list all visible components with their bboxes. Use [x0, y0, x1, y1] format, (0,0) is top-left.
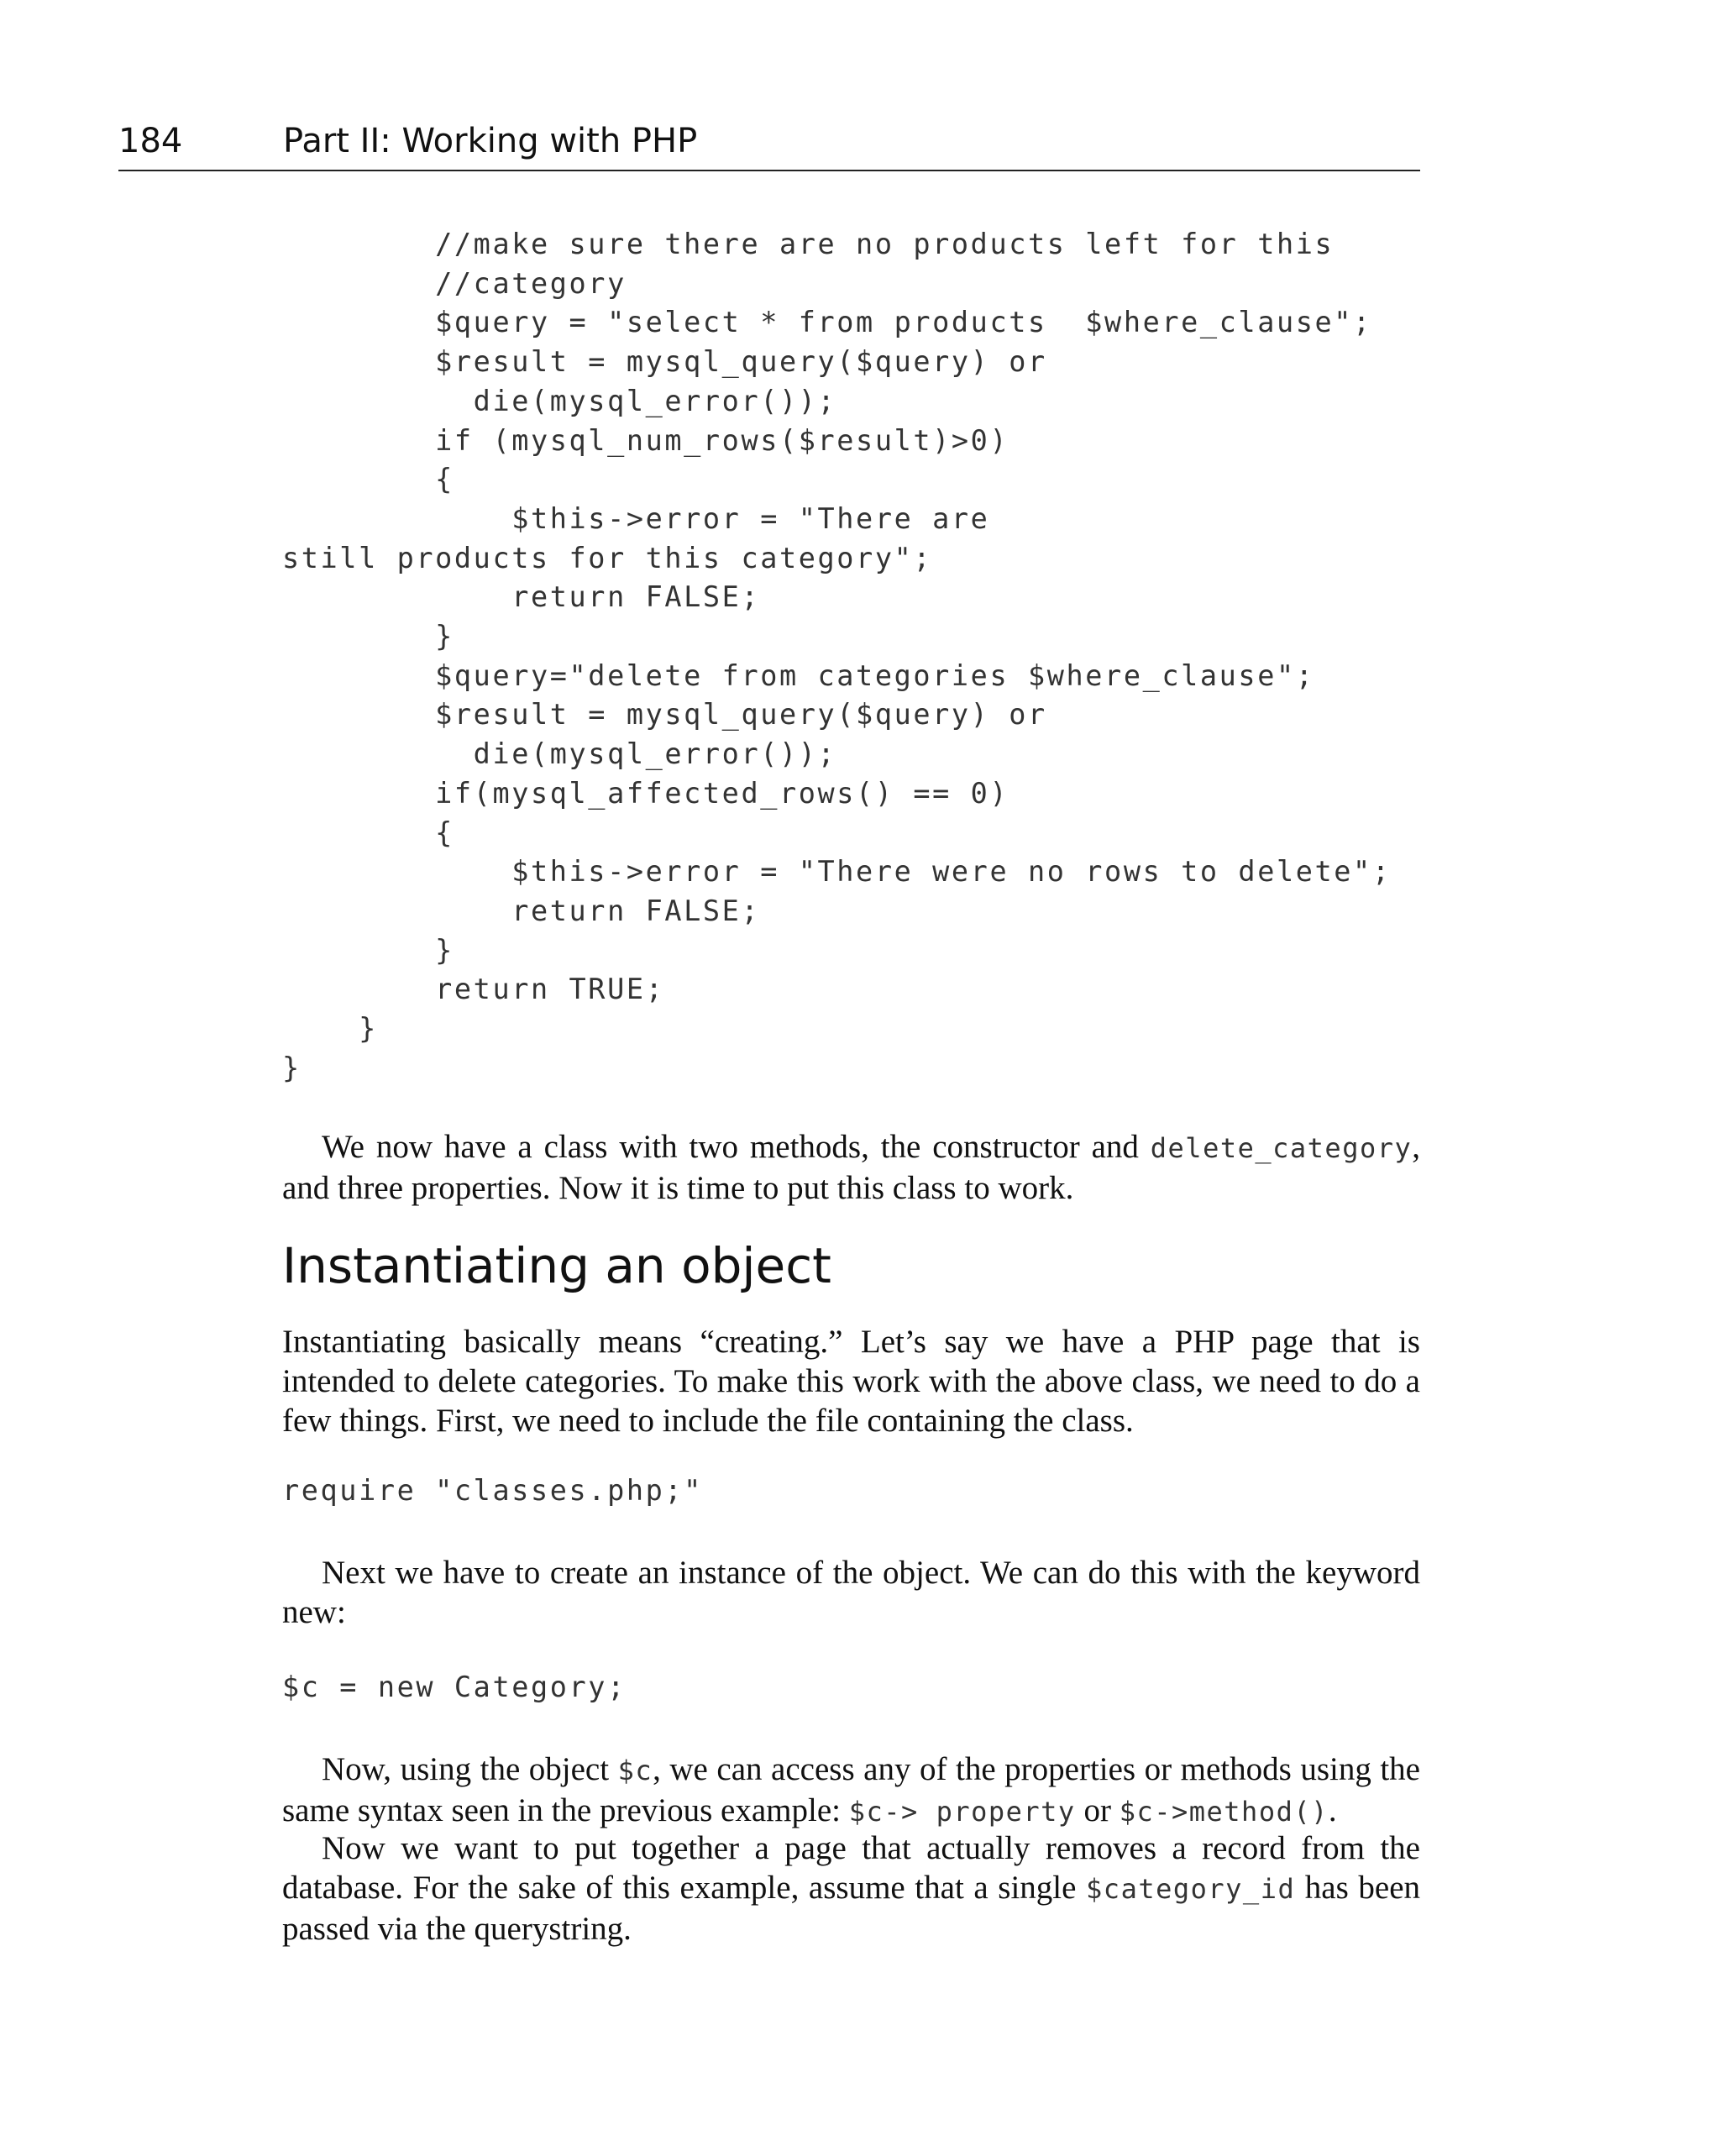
inline-code: $c: [617, 1755, 653, 1786]
inline-code: $c->method(): [1119, 1796, 1329, 1828]
section-heading: Instantiating an object: [282, 1237, 831, 1294]
code-listing-new-category: $c = new Category;: [282, 1671, 627, 1703]
running-head: [118, 119, 1420, 171]
inline-code: delete_category: [1150, 1132, 1413, 1164]
page-number: 184: [118, 122, 183, 160]
inline-code: $category_id: [1086, 1873, 1296, 1905]
part-title: Part II: Working with PHP: [283, 122, 698, 160]
paragraph-object-access: Now, using the object $c, we can access any of the properties or methods using the same syntax seen in the previous example: $c-> property or $c->method().: [282, 1751, 1420, 1828]
paragraph-class-summary: We now have a class with two methods, the constructor and delete_category, and three properties. Now it is time to put this class to work.: [282, 1129, 1420, 1206]
code-listing-delete-category: //make sure there are no products left for this //category $query = "select * from products $where_clause"; $result = mysql_query($query) or die(mysql_error()); if (mysql_num_rows($result)>0) { $this->error = "There are still products for this category"; return FALSE; } $query="delete from categories $where_clause"; $result = mysql_query($query) or die(mysql_error()); if(mysql_affected_rows() == 0) { $this->error = "There were no rows to delete"; return FALSE; } return TRUE; } }: [282, 228, 1392, 1084]
paragraph-keyword-new: Next we have to create an instance of the object. We can do this with the keyword new:: [282, 1555, 1420, 1630]
paragraph-instantiating: Instantiating basically means “creating.” Let’s say we have a PHP page that is intended to delete categories. To make this work with the above class, we need to do a few things. First, we need to include the file containing the class.: [282, 1324, 1420, 1439]
inline-code: $c-> property: [848, 1796, 1076, 1828]
code-listing-require: require "classes.php;": [282, 1474, 703, 1507]
paragraph-remove-record: Now we want to put together a page that actually removes a record from the database. For the sake of this example, assume that a single $category_id has been passed via the querystring.: [282, 1830, 1420, 1947]
